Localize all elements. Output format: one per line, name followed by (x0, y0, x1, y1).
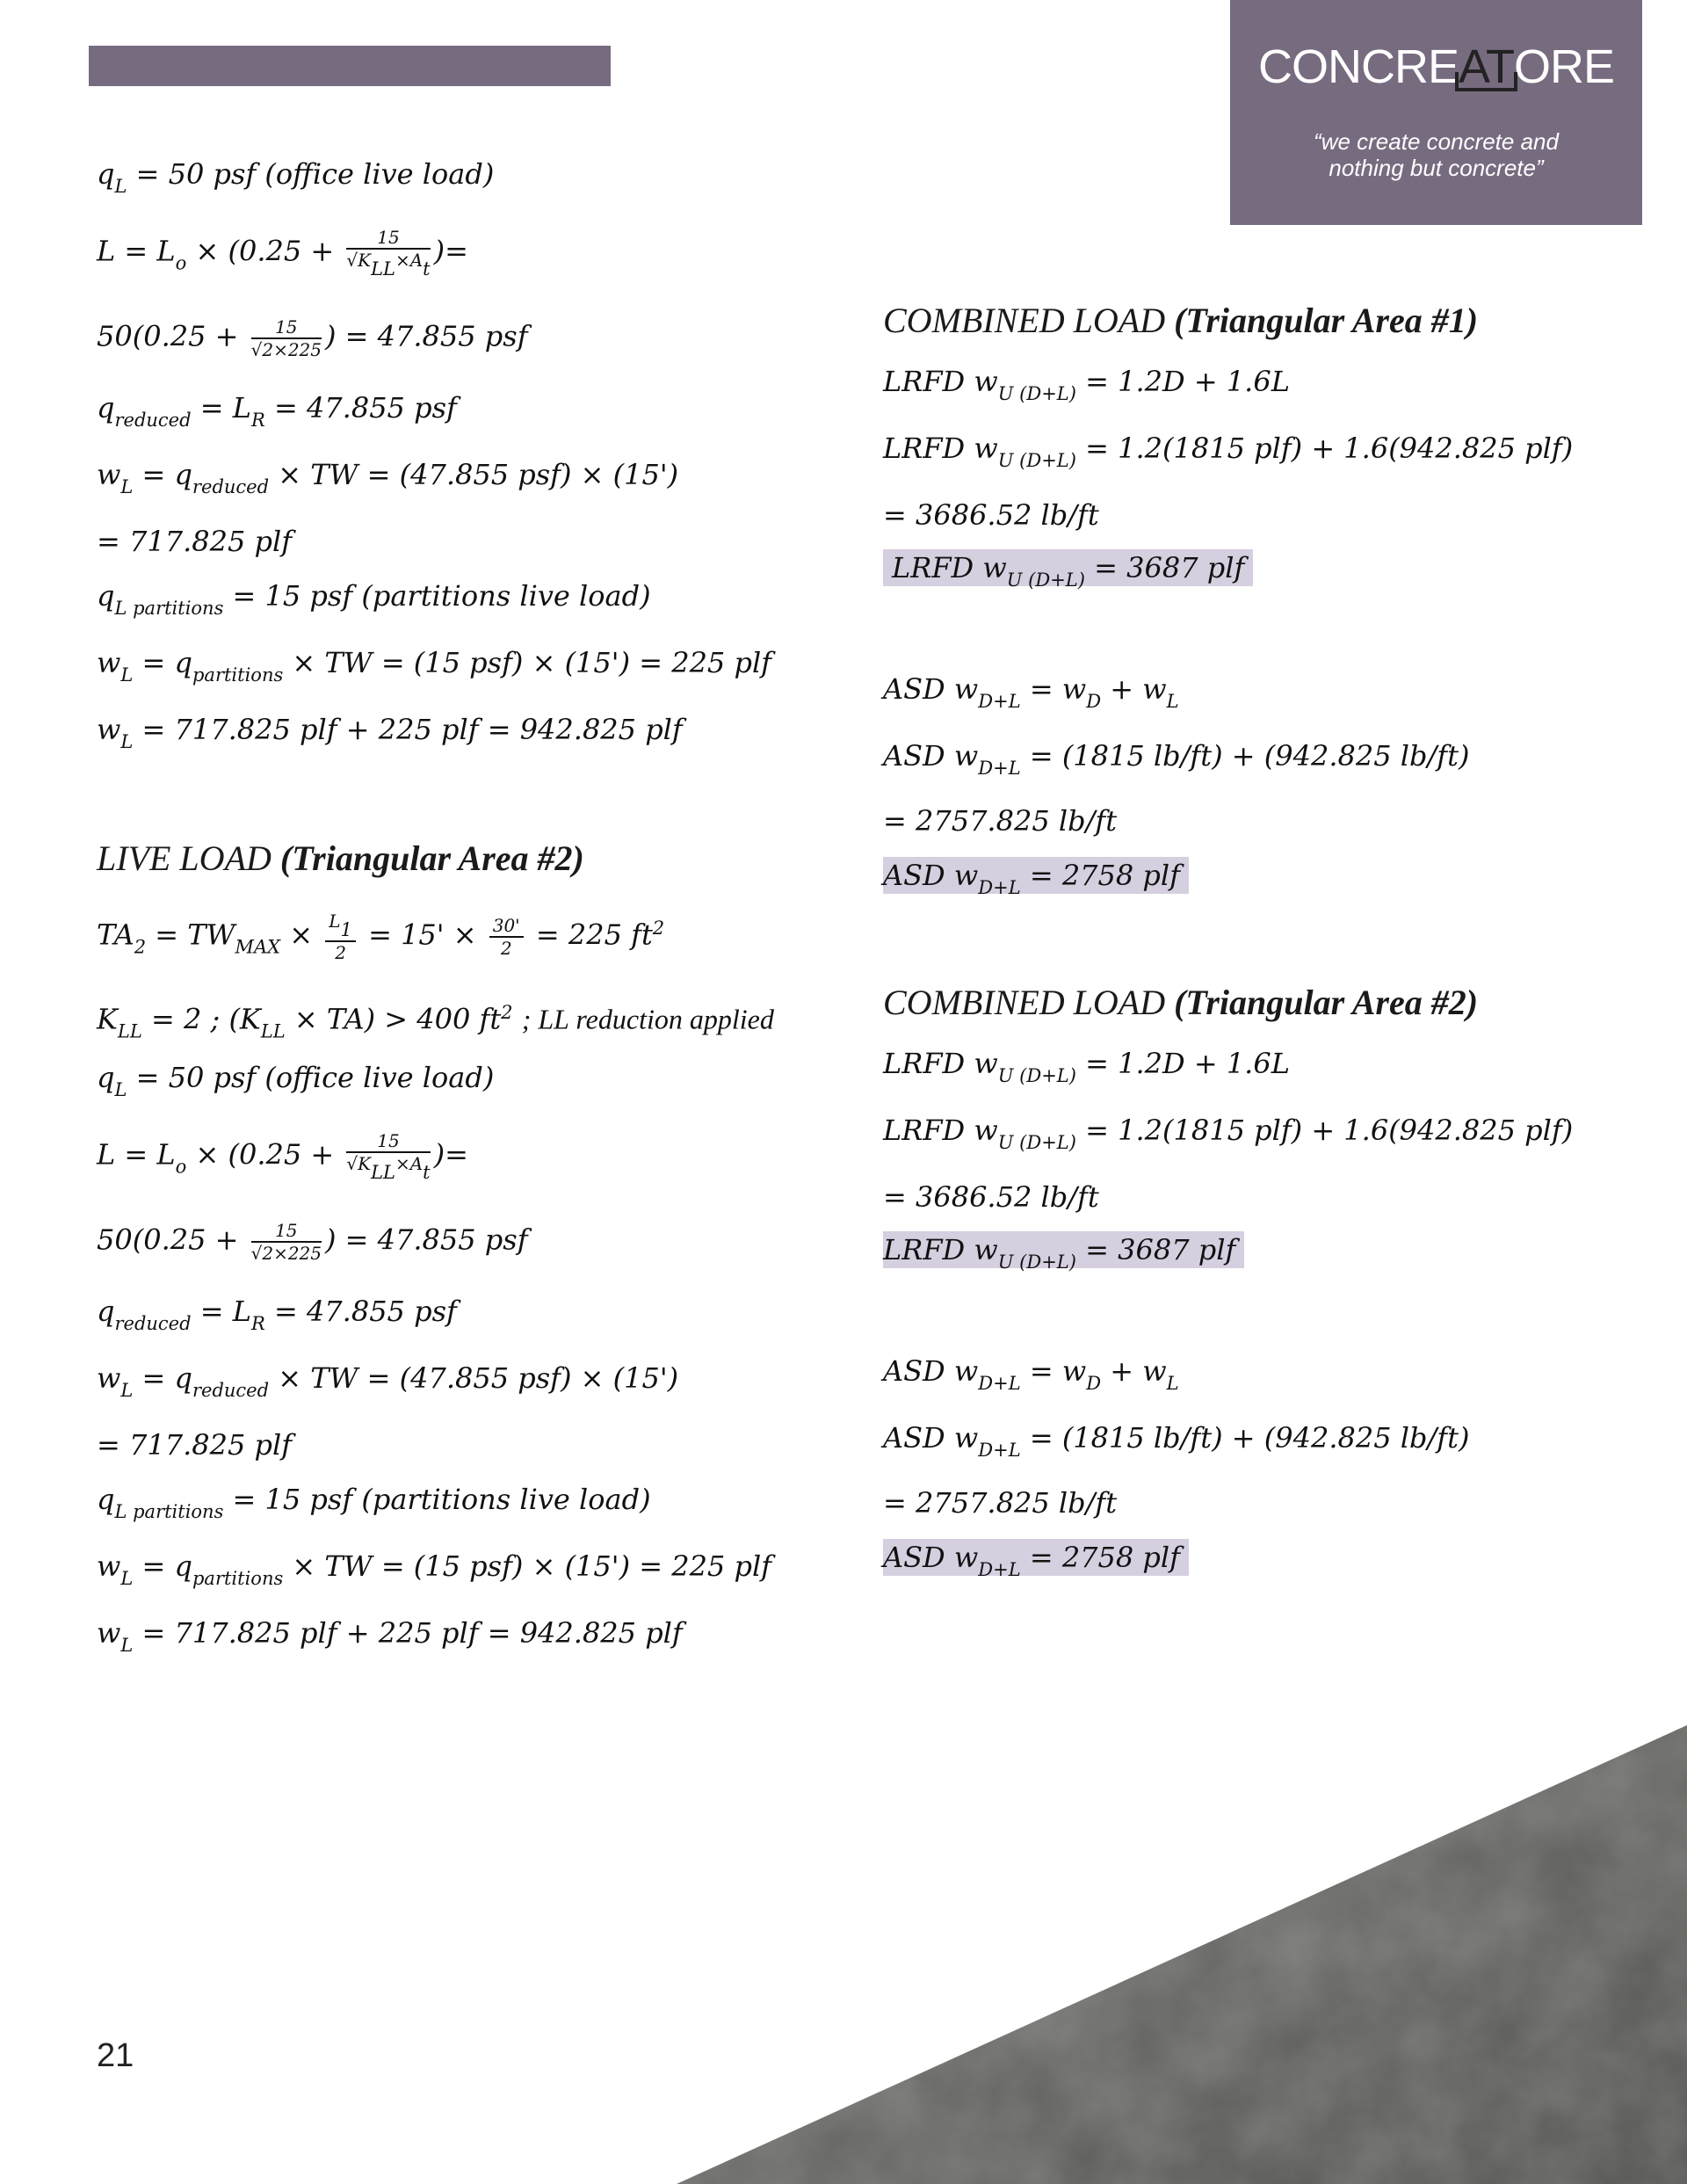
eq-ql-2: $q_L = 50$ psf (office live load) (97, 1061, 495, 1100)
eq-ql: $q_L = 50$ psf (office live load) (97, 157, 495, 197)
eq-asd-6: = 2757.825 lb/ft (883, 1486, 1118, 1520)
eq-l-formula: $L = L_o \times (0.25$ + $\frac{15}{√K_{LL}\times A_t}$ )= (97, 227, 468, 279)
eq-l-value-2: 50(0.25 + $\frac{15}{√2\times 225}$ ) = 47.855 psf (97, 1220, 528, 1264)
eq-qpartitions: $q_{L partitions} = 15$ psf (partitions live load) (97, 579, 651, 619)
eq-qpartitions-2: $q_{L partitions} = 15$ psf (partitions live load) (97, 1483, 651, 1522)
heading-combined-load-1: COMBINED LOAD (Triangular Area #1) (883, 301, 1479, 340)
eq-kll: $K_{LL} = 2$ ; $(K_{LL} \times TA) > 400$ $ft^2$ ; LL reduction applied (97, 1002, 774, 1042)
eq-asd-1: ASD $w_{D+L} = w_D + w_L$ (883, 672, 1179, 712)
eq-wl-total: $w_L = 717.825$ plf + 225 plf = 942.825 plf (97, 713, 683, 752)
eq-lrfd-6: = 3686.52 lb/ft (883, 1180, 1099, 1214)
eq-wl-total-2: $w_L = 717.825$ plf + 225 plf = 942.825 plf (97, 1616, 683, 1656)
eq-asd-5: ASD $w_{D+L} = (1815$ lb/ft) + (942.825 lb/ft) (883, 1421, 1470, 1461)
eq-lrfd-2: LRFD $w_{U (D+L)} = 1.2(1815$ plf) + 1.6(942.825 plf) (883, 432, 1574, 471)
eq-wl-value-2: = 717.825 plf (97, 1428, 293, 1462)
eq-lrfd-3: = 3686.52 lb/ft (883, 498, 1099, 532)
heading-live-load-2: LIVE LOAD (Triangular Area #2) (97, 838, 584, 878)
eq-qreduced: $q_{reduced} = L_R = 47.855$ psf (97, 391, 457, 431)
eq-lrfd-5: LRFD $w_{U (D+L)} = 1.2(1815$ plf) + 1.6(942.825 plf) (883, 1114, 1574, 1153)
eq-wl-partitions: $w_L = q_{partitions}$ × TW = (15 psf) × (15') = 225 plf (97, 646, 772, 686)
eq-asd-2: ASD $w_{D+L} = (1815$ lb/ft) + (942.825 lb/ft) (883, 739, 1470, 779)
eq-wl-value: = 717.825 plf (97, 525, 293, 558)
eq-qreduced-2: $q_{reduced} = L_R = 47.855$ psf (97, 1295, 457, 1334)
eq-asd-result-2: ASD $w_{D+L} = 2758$ plf (883, 1540, 1189, 1587)
eq-l-value: 50(0.25 + $\frac{15}{√2\times 225}$ ) = 47.855 psf (97, 316, 528, 360)
eq-wl-partitions-2: $w_L = q_{partitions}$ × TW = (15 psf) × (15') = 225 plf (97, 1549, 772, 1589)
eq-asd-4: ASD $w_{D+L} = w_D + w_L$ (883, 1354, 1179, 1394)
brand-logo: CONCREATORE (1257, 40, 1615, 93)
eq-lrfd-4: LRFD $w_{U (D+L)} = 1.2D + 1.6L$ (883, 1047, 1290, 1086)
eq-l-formula-2: $L = L_o \times (0.25$ + $\frac{15}{√K_{LL}\times A_t}$ )= (97, 1130, 468, 1183)
eq-lrfd-result-1: LRFD $w_{U (D+L)} = 3687$ plf (883, 550, 1253, 598)
brand-tagline: “we create concrete and nothing but concrete” (1314, 128, 1559, 181)
eq-asd-result-1: ASD $w_{D+L} = 2758$ plf (883, 858, 1189, 905)
eq-lrfd-result-2: LRFD $w_{U (D+L)} = 3687$ plf (883, 1232, 1244, 1280)
eq-asd-3: = 2757.825 lb/ft (883, 804, 1118, 838)
eq-wl-reduced: $w_L = q_{reduced}$ × TW = (47.855 psf) × (15') (97, 458, 679, 497)
heading-combined-load-2: COMBINED LOAD (Triangular Area #2) (883, 983, 1479, 1022)
eq-wl-reduced-2: $w_L = q_{reduced}$ × TW = (47.855 psf) × (15') (97, 1361, 679, 1401)
page-number: 21 (97, 2037, 134, 2074)
eq-lrfd-1: LRFD $w_{U (D+L)} = 1.2D + 1.6L$ (883, 365, 1290, 404)
eq-ta2: $TA_2 = TW_{MAX}$ × $\frac{L_1}{2}$ = 15' × $\frac{30'}{2}$ = 225 $ft^2$ (97, 911, 665, 964)
